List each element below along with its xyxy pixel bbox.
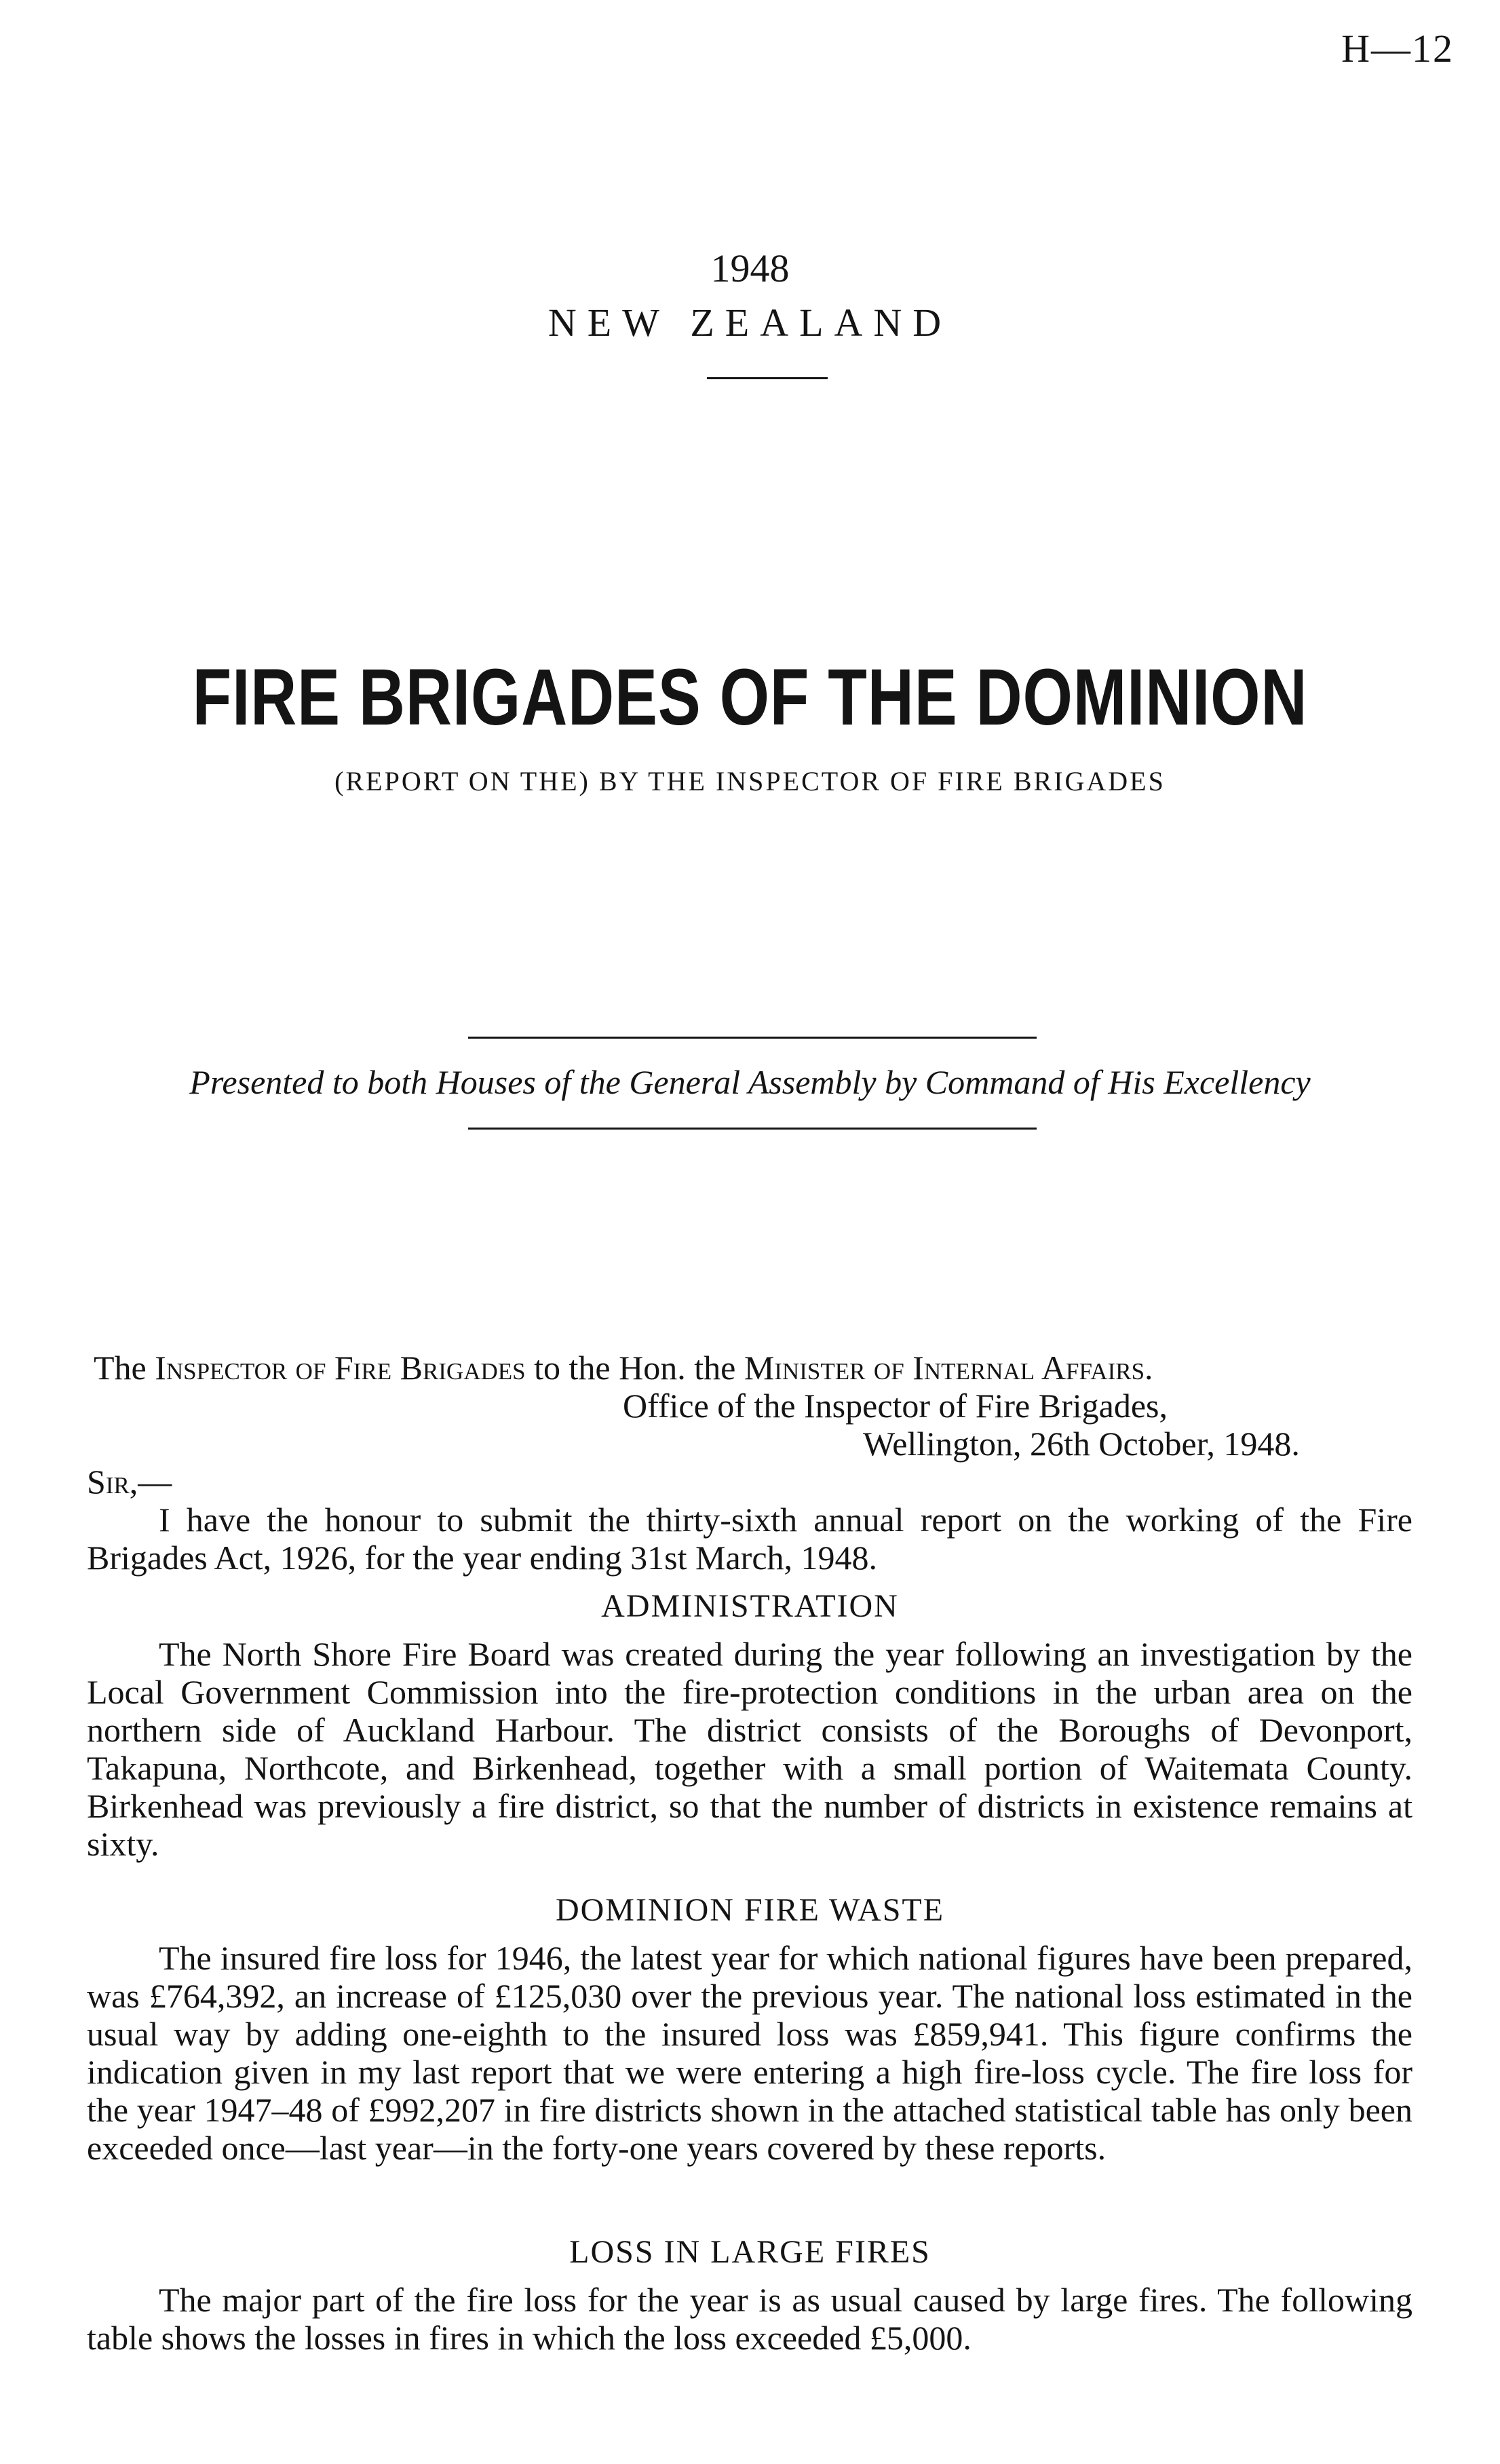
report-year: 1948: [710, 246, 790, 290]
addressee-to-title: Minister of Internal Affairs.: [744, 1349, 1153, 1387]
report-subtitle: (REPORT ON THE) BY THE INSPECTOR OF FIRE BRIGADES: [334, 766, 1166, 796]
letter-intro-paragraph: I have the honour to submit the thirty-sixth annual report on the working of the Fire Brigades Act, 1926, for the year ending 31st March, 1948.: [87, 1501, 1412, 1577]
addressee-the: The: [94, 1349, 155, 1387]
bottom-rule-divider: [468, 1128, 1037, 1130]
country-name: NEW ZEALAND: [547, 301, 953, 345]
letter-office: Office of the Inspector of Fire Brigades,: [623, 1387, 1168, 1425]
short-rule-divider: [707, 377, 828, 379]
section-heading-administration: ADMINISTRATION: [601, 1588, 899, 1624]
page-code: H—12: [1341, 26, 1454, 71]
top-rule-divider: [468, 1037, 1037, 1039]
administration-paragraph: The North Shore Fire Board was created during the year following an investigation by the Local Government Commission into the fire-protection conditions in the urban area on the northern side of Auckland Harbour. The district consists of the Boroughs of Devonport, Takapuna, Northcote, and Birkenhead, together with a small portion of Waitemata County. Birkenhead was previously a fire district, so that the number of districts in existence remains at sixty.: [87, 1635, 1412, 1863]
section-heading-large-fires: LOSS IN LARGE FIRES: [569, 2234, 931, 2270]
fire-waste-paragraph: The insured fire loss for 1946, the latest year for which national figures have been prepared, was £764,392, an increase of £125,030 over the previous year. The national loss estimated in the usual way by adding one-eighth to the insured loss was £859,941. This figure confirms the indication given in my last report that we were entering a high fire-loss cycle. The fire loss for the year 1947–48 of £992,207 in fire districts shown in the attached statistical table has only been exceeded once—last year—in the forty-one years covered by these reports.: [87, 1939, 1412, 2167]
large-fires-paragraph: The major part of the fire loss for the year is as usual caused by large fires. The following table shows the losses in fires in which the loss exceeded £5,000.: [87, 2281, 1412, 2357]
letter-salutation: Sir,—: [87, 1463, 172, 1501]
section-heading-fire-waste: DOMINION FIRE WASTE: [555, 1892, 945, 1928]
letter-place-date: Wellington, 26th October, 1948.: [863, 1425, 1300, 1463]
addressee-to-hon: to the Hon. the: [525, 1349, 744, 1387]
report-title: FIRE BRIGADES OF THE DOMINION: [192, 653, 1308, 742]
addressee-from-title: Inspector of Fire Brigades: [155, 1349, 526, 1387]
presented-line: Presented to both Houses of the General Assembly by Command of His Excellency: [189, 1063, 1311, 1101]
letter-addressee: [94, 1349, 1153, 1387]
